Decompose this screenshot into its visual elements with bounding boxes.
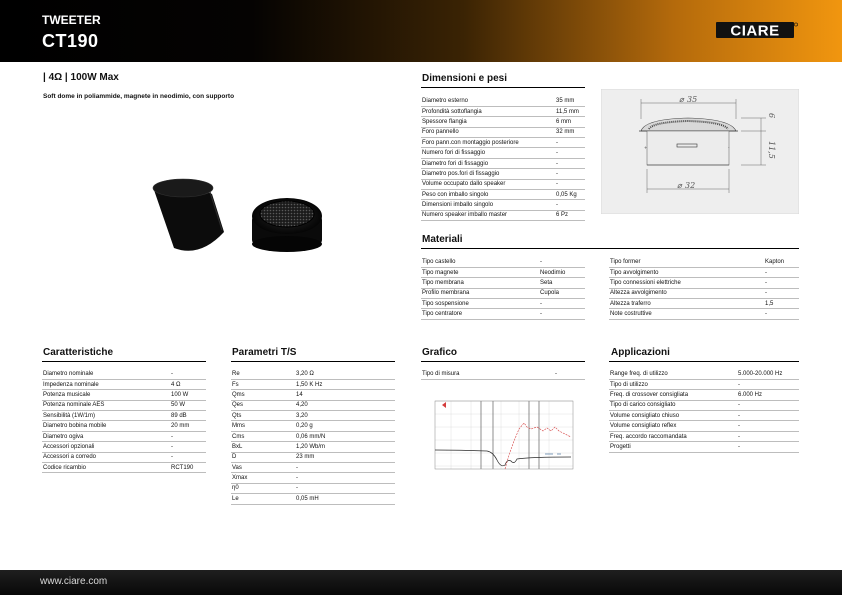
table-row xyxy=(231,431,395,441)
row-label: Freq. accordo raccomandata xyxy=(609,431,737,441)
table-row xyxy=(609,421,799,431)
row-value: - xyxy=(295,483,395,493)
row-label: Numero speaker imballo master xyxy=(421,210,555,220)
row-label: Profondità sottoflangia xyxy=(421,106,555,116)
row-value: 6.000 Hz xyxy=(737,390,799,400)
row-value: - xyxy=(539,299,585,309)
row-value: - xyxy=(555,138,585,148)
table-row xyxy=(231,483,395,493)
table-row xyxy=(421,257,585,267)
row-value: 32 mm xyxy=(555,127,585,137)
table-row xyxy=(231,369,395,379)
row-label: Spessore flangia xyxy=(421,117,555,127)
row-value: - xyxy=(737,411,799,421)
table-row xyxy=(421,210,585,220)
row-value: 0,05 Kg xyxy=(555,190,585,200)
characteristics-title: Caratteristiche xyxy=(43,347,114,358)
row-value: 23 mm xyxy=(295,452,395,462)
dimensions-title: Dimensioni e pesi xyxy=(422,73,508,84)
table-row xyxy=(609,278,799,288)
table-row xyxy=(609,379,799,389)
row-label: Altezza traferro xyxy=(609,299,764,309)
row-value: - xyxy=(737,442,799,452)
row-value: - xyxy=(764,288,799,298)
table-row xyxy=(42,390,206,400)
table-row xyxy=(42,463,206,473)
table-row xyxy=(421,267,585,277)
graph-table xyxy=(421,369,585,380)
characteristics-divider xyxy=(42,361,206,362)
dimensions-table xyxy=(421,96,585,221)
row-value: - xyxy=(170,452,206,462)
table-row xyxy=(421,190,585,200)
graph-title: Grafico xyxy=(422,347,458,358)
row-label: Tipo castello xyxy=(421,257,539,267)
row-value: 1,50 K Hz xyxy=(295,379,395,389)
table-row xyxy=(421,138,585,148)
table-row xyxy=(231,473,395,483)
header-bar xyxy=(0,0,842,62)
table-row xyxy=(231,400,395,410)
row-value: - xyxy=(555,179,585,189)
row-value: 6 mm xyxy=(555,117,585,127)
table-row xyxy=(421,179,585,189)
row-value: 3,20 Ω xyxy=(295,369,395,379)
row-label: Tipo sospensione xyxy=(421,299,539,309)
row-label: Re xyxy=(231,369,295,379)
row-value: - xyxy=(539,257,585,267)
row-value: 5.000-20.000 Hz xyxy=(737,369,799,379)
ts-params-divider xyxy=(231,361,395,362)
table-row xyxy=(42,369,206,379)
row-label: Xmax xyxy=(231,473,295,483)
row-label: Vas xyxy=(231,463,295,473)
row-value: - xyxy=(737,431,799,441)
row-label: Numero fori di fissaggio xyxy=(421,148,555,158)
row-label: Fs xyxy=(231,379,295,389)
row-value: - xyxy=(764,267,799,277)
row-label: Volume consigliato chiuso xyxy=(609,411,737,421)
table-row xyxy=(231,411,395,421)
table-row xyxy=(421,106,585,116)
row-value: 0,20 g xyxy=(295,421,395,431)
label-depth-11-5: 11,5 xyxy=(767,141,776,159)
row-label: Tipo di carico consigliato xyxy=(609,400,737,410)
row-value: 14 xyxy=(295,390,395,400)
row-value: - xyxy=(764,278,799,288)
table-row xyxy=(421,278,585,288)
product-description: Soft dome in poliammide, magnete in neodimio, con supporto xyxy=(43,93,235,100)
row-value: 6 Pz xyxy=(555,210,585,220)
row-value: Cupola xyxy=(539,288,585,298)
row-label: η0 xyxy=(231,483,295,493)
materials-title: Materiali xyxy=(422,234,463,245)
svg-text:+: + xyxy=(644,145,648,150)
row-value: 1,5 xyxy=(764,299,799,309)
table-row xyxy=(609,442,799,452)
row-label: Foro pann.con montaggio posteriore xyxy=(421,138,555,148)
table-row xyxy=(421,309,585,319)
materials-divider xyxy=(421,248,799,249)
ciare-logo xyxy=(716,22,798,40)
row-label: Qes xyxy=(231,400,295,410)
table-row xyxy=(42,442,206,452)
row-value: - xyxy=(555,169,585,179)
row-label: Peso con imballo singolo xyxy=(421,190,555,200)
table-row xyxy=(231,421,395,431)
graph-divider xyxy=(421,361,585,362)
row-value: - xyxy=(737,379,799,389)
ts-params-title: Parametri T/S xyxy=(232,347,297,358)
row-value: 4 Ω xyxy=(170,379,206,389)
row-label: Qms xyxy=(231,390,295,400)
row-label: Diametro bobina mobile xyxy=(42,421,170,431)
table-row xyxy=(609,431,799,441)
footer-bar xyxy=(0,570,842,595)
row-label: Dimensioni imballo singolo xyxy=(421,200,555,210)
row-value: - xyxy=(554,369,585,379)
row-label: Mms xyxy=(231,421,295,431)
table-row xyxy=(609,267,799,277)
svg-text:⌀: ⌀ xyxy=(679,95,684,104)
row-label: Volume consigliato reflex xyxy=(609,421,737,431)
row-label: Volume occupato dallo speaker xyxy=(421,179,555,189)
row-value: - xyxy=(555,158,585,168)
table-row xyxy=(231,390,395,400)
row-label: BxL xyxy=(231,442,295,452)
label-diameter-35: 35 xyxy=(687,95,698,104)
table-row xyxy=(421,148,585,158)
table-row xyxy=(231,379,395,389)
table-row xyxy=(609,309,799,319)
row-value: RCT190 xyxy=(170,463,206,473)
row-label: Tipo connessioni elettriche xyxy=(609,278,764,288)
row-label: Sensibilità (1W/1m) xyxy=(42,411,170,421)
table-row xyxy=(42,452,206,462)
table-row xyxy=(609,390,799,400)
row-value: - xyxy=(170,431,206,441)
row-label: Tipo di misura xyxy=(421,369,554,379)
row-value: 35 mm xyxy=(555,96,585,106)
table-row xyxy=(421,158,585,168)
table-row xyxy=(609,369,799,379)
row-value: - xyxy=(555,200,585,210)
table-row xyxy=(42,411,206,421)
row-label: Diametro pos.fori di fissaggio xyxy=(421,169,555,179)
table-row xyxy=(421,96,585,106)
row-label: Tipo centratore xyxy=(421,309,539,319)
row-label: Qts xyxy=(231,411,295,421)
row-value: - xyxy=(555,148,585,158)
row-label: Diametro esterno xyxy=(421,96,555,106)
applications-title: Applicazioni xyxy=(611,347,670,358)
svg-text:-: - xyxy=(728,145,730,150)
table-row xyxy=(609,411,799,421)
row-label: Profilo membrana xyxy=(421,288,539,298)
row-label: Cms xyxy=(231,431,295,441)
table-row xyxy=(421,117,585,127)
product-category: TWEETER xyxy=(42,13,101,27)
row-value: 50 W xyxy=(170,400,206,410)
product-model: CT190 xyxy=(42,31,99,51)
table-row xyxy=(42,431,206,441)
row-value: - xyxy=(737,421,799,431)
applications-divider xyxy=(609,361,799,362)
row-value: 20 mm xyxy=(170,421,206,431)
dimensions-divider xyxy=(421,87,585,88)
row-label: Potenza nominale AES xyxy=(42,400,170,410)
table-row xyxy=(42,379,206,389)
label-flange-6: 6 xyxy=(767,113,776,119)
label-hole-32: 32 xyxy=(685,181,696,190)
row-value: 1,20 Wb/m xyxy=(295,442,395,452)
frequency-response-graph xyxy=(421,393,582,477)
row-label: Accessori opzionali xyxy=(42,442,170,452)
row-label: Tipo membrana xyxy=(421,278,539,288)
applications-table xyxy=(609,369,799,453)
row-label: Range freq. di utilizzo xyxy=(609,369,737,379)
row-label: Freq. di crossover consigliata xyxy=(609,390,737,400)
svg-text:CIARE: CIARE xyxy=(730,22,780,40)
row-label: Potenza musicale xyxy=(42,390,170,400)
table-row xyxy=(231,452,395,462)
table-row xyxy=(421,369,585,379)
ts-params-table xyxy=(231,369,395,505)
row-label: D xyxy=(231,452,295,462)
table-row xyxy=(42,421,206,431)
row-value: - xyxy=(295,463,395,473)
row-label: Diametro fori di fissaggio xyxy=(421,158,555,168)
table-row xyxy=(231,442,395,452)
row-label: Tipo avvolgimento xyxy=(609,267,764,277)
row-label: Impedenza nominale xyxy=(42,379,170,389)
table-row xyxy=(421,127,585,137)
row-value: 0,06 mm/N xyxy=(295,431,395,441)
row-label: Tipo former xyxy=(609,257,764,267)
row-label: Note costruttive xyxy=(609,309,764,319)
row-value: 4,20 xyxy=(295,400,395,410)
row-label: Codice ricambio xyxy=(42,463,170,473)
row-label: Diametro ogiva xyxy=(42,431,170,441)
table-row xyxy=(609,299,799,309)
row-value: Kapton xyxy=(764,257,799,267)
row-value: 89 dB xyxy=(170,411,206,421)
product-photo xyxy=(140,170,340,270)
table-row xyxy=(421,288,585,298)
table-row xyxy=(42,400,206,410)
row-value: 11,5 mm xyxy=(555,106,585,116)
row-value: 0,05 mH xyxy=(295,494,395,504)
table-row xyxy=(421,200,585,210)
row-label: Progetti xyxy=(609,442,737,452)
table-row xyxy=(231,494,395,504)
row-value: Neodimio xyxy=(539,267,585,277)
row-label: Tipo magnete xyxy=(421,267,539,277)
row-label: Accessori a corredo xyxy=(42,452,170,462)
materials-table-left xyxy=(421,257,585,320)
row-label: Tipo di utilizzo xyxy=(609,379,737,389)
table-row xyxy=(231,463,395,473)
svg-text:⌀: ⌀ xyxy=(677,181,682,190)
row-label: Altezza avvolgimento xyxy=(609,288,764,298)
table-row xyxy=(609,288,799,298)
row-value: - xyxy=(764,309,799,319)
row-value: - xyxy=(295,473,395,483)
table-row xyxy=(421,169,585,179)
row-label: Diametro nominale xyxy=(42,369,170,379)
row-label: Foro pannello xyxy=(421,127,555,137)
row-value: - xyxy=(170,369,206,379)
row-label: Le xyxy=(231,494,295,504)
row-value: Seta xyxy=(539,278,585,288)
characteristics-table xyxy=(42,369,206,473)
table-row xyxy=(421,299,585,309)
row-value: 3,20 xyxy=(295,411,395,421)
materials-table-right xyxy=(609,257,799,320)
row-value: - xyxy=(539,309,585,319)
dimension-drawing xyxy=(601,89,799,214)
row-value: - xyxy=(170,442,206,452)
table-row xyxy=(609,400,799,410)
product-subtitle: | 4Ω | 100W Max xyxy=(43,72,119,83)
row-value: - xyxy=(737,400,799,410)
table-row xyxy=(609,257,799,267)
row-value: 100 W xyxy=(170,390,206,400)
footer-website-link[interactable]: www.ciare.com xyxy=(40,576,108,587)
